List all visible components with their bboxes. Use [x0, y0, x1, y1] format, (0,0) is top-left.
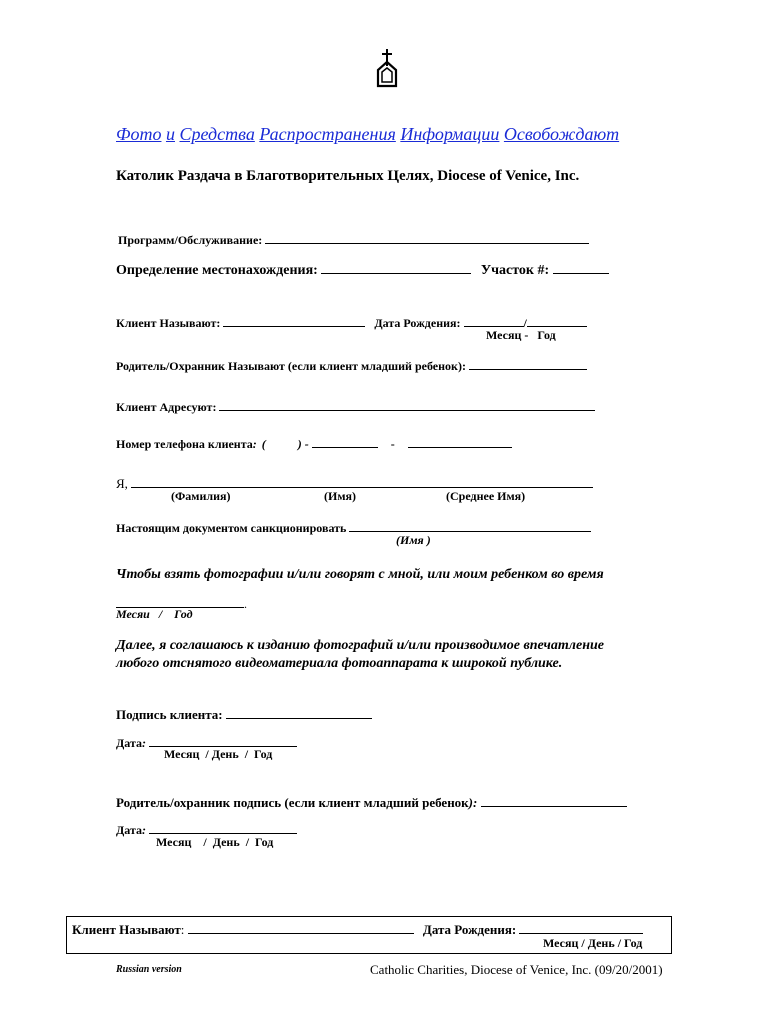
phone-prefix-field[interactable] [312, 434, 378, 448]
program-field[interactable] [265, 230, 589, 244]
parent-date-hint: Месяц / День / Год [156, 835, 274, 849]
box-mdy-hint: Месяц / День / Год [543, 936, 643, 950]
firstname-label: (Имя) [324, 489, 356, 503]
client-address-row [116, 397, 595, 415]
agree-line-1: Далее, я соглашаюсь к изданию фотографий и/или производимое впечатление [116, 638, 604, 653]
box-client-name-field[interactable] [188, 920, 414, 934]
district-field[interactable] [553, 260, 609, 274]
parent-signature-label: Родитель/охранник подпись (если клиент младший ребенок [116, 795, 469, 810]
district-label: Участок #: [480, 263, 550, 278]
title-word: Информации [400, 124, 500, 144]
date-label: Дата [116, 823, 142, 837]
surname-label: (Фамилия) [171, 489, 231, 503]
footer-org: Catholic Charities, Diocese of Venice, Inc. (09/20/2001) [370, 962, 663, 977]
parent-name-row [116, 356, 587, 374]
period-dot: . [244, 597, 247, 611]
box-dob-field[interactable] [519, 920, 643, 934]
client-name-field[interactable] [223, 313, 365, 327]
parent-name-field[interactable] [469, 356, 587, 370]
dob-slash: / [523, 316, 527, 330]
parent-signature-row [116, 793, 627, 811]
dob-hint: Месяц - Год [486, 328, 556, 342]
title-word: и [165, 124, 175, 144]
name-hint: (Имя ) [396, 533, 431, 547]
page-title [116, 124, 619, 145]
box-client-name-label: Клиент Называют [72, 922, 181, 937]
program-row [118, 230, 589, 248]
client-signature-row [116, 705, 372, 723]
location-label: Определение местонахождения: [116, 263, 318, 278]
client-date-hint: Месяц / День / Год [164, 747, 273, 761]
location-row [116, 260, 609, 279]
photo-date-field[interactable] [116, 594, 244, 608]
photo-statement: Чтобы взять фотографии и/или говорят с мной, или моим ребенком во время [116, 567, 604, 582]
org-line: Католик Раздача в Благотворительных Целях, Diocese of Venice, Inc. [116, 168, 580, 184]
title-word: Средства [179, 124, 255, 144]
date-colon: : [142, 736, 146, 750]
client-signature-label: Подпись клиента: [116, 707, 223, 722]
program-label: Программ/Обслуживание: [118, 233, 263, 247]
parent-signature-field[interactable] [481, 793, 627, 807]
phone-paren-open: ( [261, 437, 266, 451]
phone-dash: - [390, 437, 395, 451]
client-signature-field[interactable] [226, 705, 372, 719]
dob-year-field[interactable] [527, 313, 587, 327]
i-label: Я, [116, 476, 128, 491]
client-name-label: Клиент Называют: [116, 316, 221, 330]
cross-logo-icon [372, 48, 402, 90]
parent-signature-suffix: ): [468, 795, 478, 810]
photo-date-hint: Месяи / Год [116, 607, 193, 621]
client-address-label: Клиент Адресуют: [116, 400, 217, 414]
date-label: Дата [116, 736, 142, 750]
phone-label: Номер телефона клиента [116, 437, 253, 451]
authorize-row [116, 518, 591, 536]
title-word: Фото [116, 124, 162, 144]
parent-date-field[interactable] [149, 820, 297, 834]
phone-row [116, 434, 512, 452]
authorize-name-field[interactable] [349, 518, 591, 532]
full-name-field[interactable] [131, 474, 593, 488]
location-field[interactable] [321, 260, 471, 274]
middlename-label: (Среднее Имя) [446, 489, 526, 503]
title-word: Распространения [259, 124, 396, 144]
dob-month-field[interactable] [464, 313, 524, 327]
client-address-field[interactable] [219, 397, 595, 411]
authorize-label: Настоящим документом санкционировать [116, 521, 347, 535]
client-date-field[interactable] [149, 733, 297, 747]
box-colon: : [180, 922, 185, 937]
box-dob-label: Дата Рождения: [422, 922, 517, 937]
parent-name-label: Родитель/Охранник Называют (если клиент младший ребенок): [116, 359, 466, 373]
phone-paren-close: ) - [297, 437, 309, 451]
footer-version: Russian version [116, 964, 182, 975]
date-colon: : [142, 823, 146, 837]
title-word: Освобождают [503, 124, 620, 144]
phone-colon: : [252, 437, 257, 451]
phone-number-field[interactable] [408, 434, 512, 448]
dob-label: Дата Рождения: [374, 316, 461, 330]
agree-line-2: любого отснятого видеоматериала фотоаппарата к широкой публике. [116, 656, 563, 671]
